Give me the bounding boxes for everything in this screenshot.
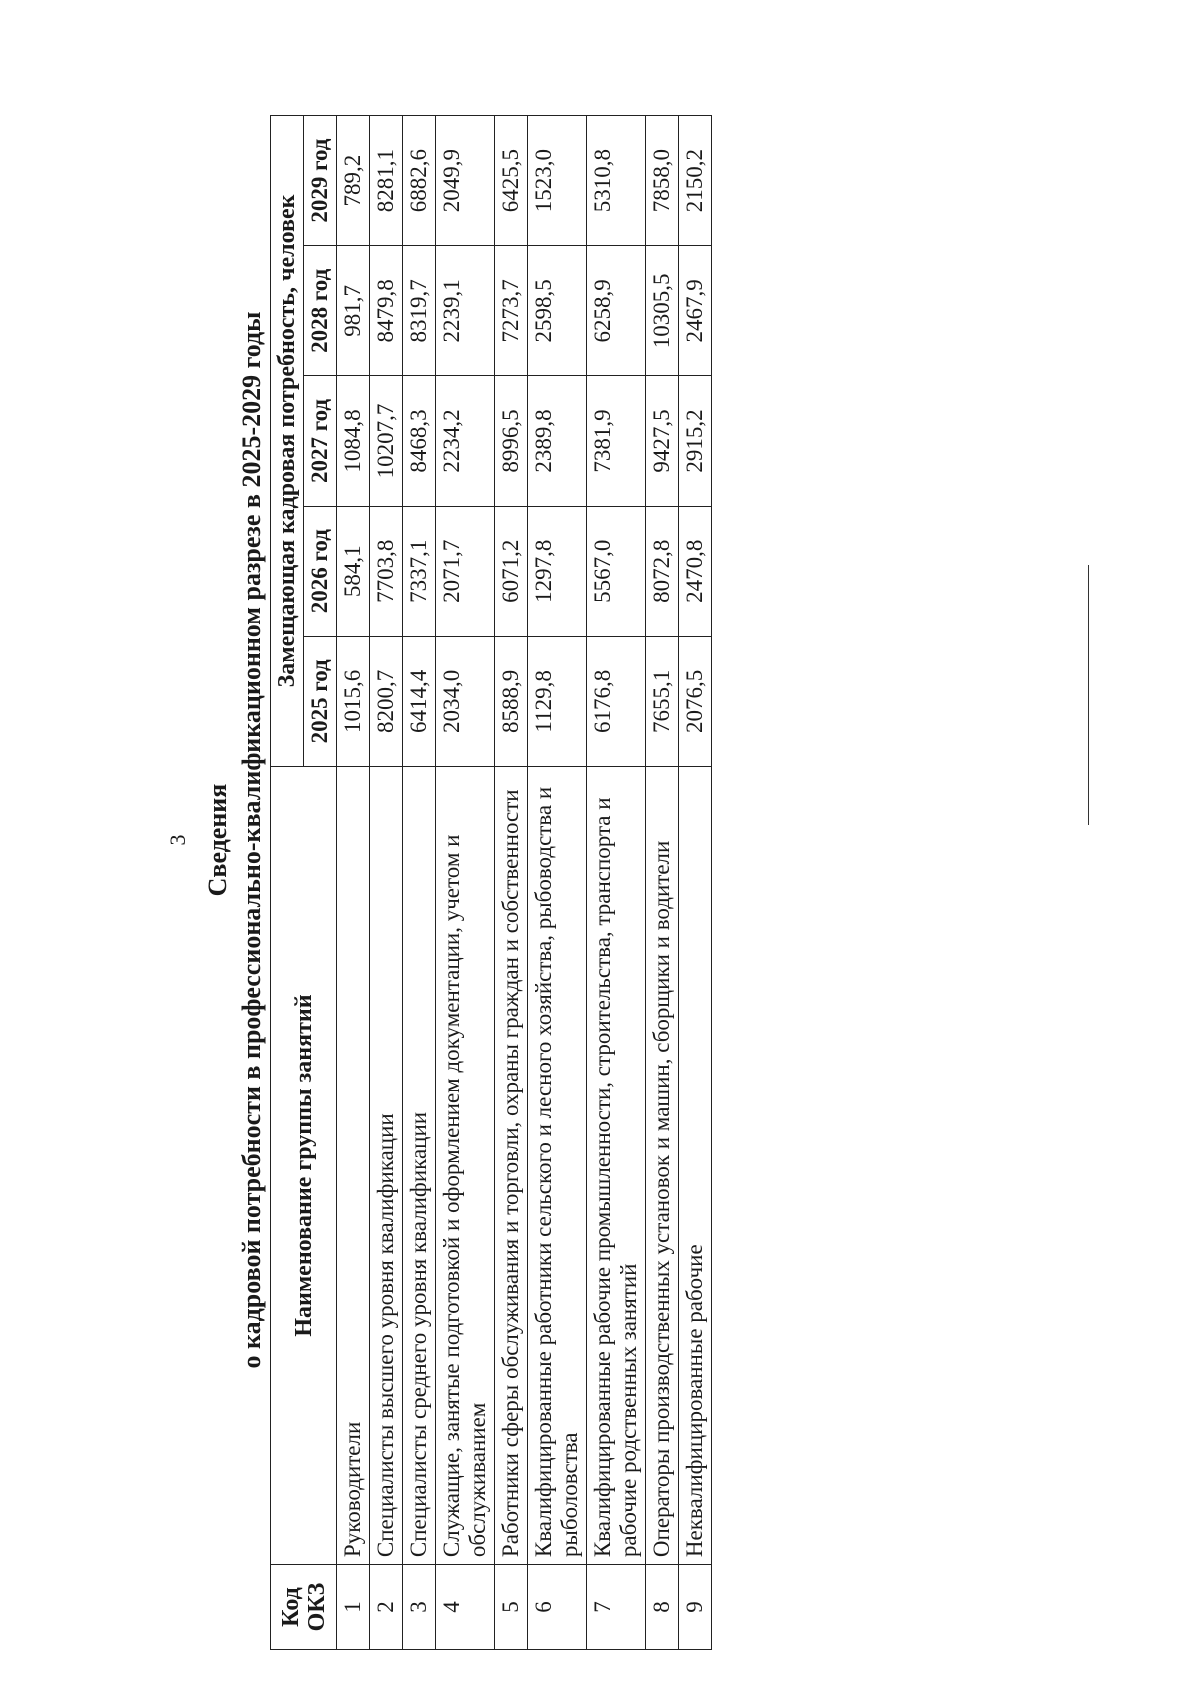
staff-demand-table bbox=[270, 115, 712, 1650]
demand-value-cell: 7381,9 bbox=[587, 376, 646, 506]
demand-value-cell: 789,2 bbox=[337, 116, 370, 246]
demand-value-cell: 1084,8 bbox=[337, 376, 370, 506]
demand-value-cell: 8319,7 bbox=[403, 246, 436, 376]
okz-code-cell: 5 bbox=[495, 1565, 528, 1650]
demand-value-cell: 2076,5 bbox=[679, 636, 712, 766]
demand-value-cell: 8200,7 bbox=[370, 636, 403, 766]
occupation-group-cell: Специалисты высшего уровня квалификации bbox=[370, 766, 403, 1564]
demand-value-cell: 6071,2 bbox=[495, 506, 528, 636]
occupation-group-cell: Специалисты среднего уровня квалификации bbox=[403, 766, 436, 1564]
okz-code-cell: 4 bbox=[436, 1565, 495, 1650]
header-name: Наименование группы занятий bbox=[271, 766, 337, 1564]
occupation-group-cell: Работники сферы обслуживания и торговли, охраны граждан и собственности bbox=[495, 766, 528, 1564]
table-row bbox=[403, 116, 436, 1650]
rotated-document-page bbox=[150, 30, 1190, 1650]
demand-value-cell: 584,1 bbox=[337, 506, 370, 636]
table-row bbox=[436, 116, 495, 1650]
table-body bbox=[337, 116, 712, 1650]
demand-value-cell: 7858,0 bbox=[646, 116, 679, 246]
table-row bbox=[679, 116, 712, 1650]
demand-value-cell: 2470,8 bbox=[679, 506, 712, 636]
occupation-group-cell: Служащие, занятые подготовкой и оформлением документации, учетом и обслуживанием bbox=[436, 766, 495, 1564]
header-demand: Замещающая кадровая потребность, человек bbox=[271, 116, 304, 767]
demand-value-cell: 8588,9 bbox=[495, 636, 528, 766]
demand-value-cell: 7655,1 bbox=[646, 636, 679, 766]
demand-value-cell: 6258,9 bbox=[587, 246, 646, 376]
table-row bbox=[587, 116, 646, 1650]
table-row bbox=[495, 116, 528, 1650]
demand-value-cell: 2239,1 bbox=[436, 246, 495, 376]
header-year-2026: 2026 год bbox=[304, 506, 337, 636]
demand-value-cell: 2467,9 bbox=[679, 246, 712, 376]
demand-value-cell: 8281,1 bbox=[370, 116, 403, 246]
demand-value-cell: 6882,6 bbox=[403, 116, 436, 246]
okz-code-cell: 9 bbox=[679, 1565, 712, 1650]
table-row bbox=[337, 116, 370, 1650]
demand-value-cell: 9427,5 bbox=[646, 376, 679, 506]
demand-value-cell: 7703,8 bbox=[370, 506, 403, 636]
demand-value-cell: 2389,8 bbox=[528, 376, 587, 506]
demand-value-cell: 8479,8 bbox=[370, 246, 403, 376]
demand-value-cell: 5310,8 bbox=[587, 116, 646, 246]
okz-code-cell: 6 bbox=[528, 1565, 587, 1650]
header-year-2029: 2029 год bbox=[304, 116, 337, 246]
occupation-group-cell: Руководители bbox=[337, 766, 370, 1564]
demand-value-cell: 2598,5 bbox=[528, 246, 587, 376]
demand-value-cell: 6176,8 bbox=[587, 636, 646, 766]
document-title bbox=[201, 30, 269, 1650]
end-rule-line bbox=[1088, 565, 1089, 825]
demand-value-cell: 981,7 bbox=[337, 246, 370, 376]
occupation-group-cell: Неквалифицированные рабочие bbox=[679, 766, 712, 1564]
demand-value-cell: 1297,8 bbox=[528, 506, 587, 636]
header-year-2028: 2028 год bbox=[304, 246, 337, 376]
table-header-row bbox=[271, 116, 304, 1650]
header-code: Код ОКЗ bbox=[271, 1565, 337, 1650]
demand-value-cell: 6425,5 bbox=[495, 116, 528, 246]
okz-code-cell: 3 bbox=[403, 1565, 436, 1650]
demand-value-cell: 7273,7 bbox=[495, 246, 528, 376]
occupation-group-cell: Квалифицированные рабочие промышленности, строительства, транспорта и рабочие родственных занятий bbox=[587, 766, 646, 1564]
demand-value-cell: 1015,6 bbox=[337, 636, 370, 766]
demand-value-cell: 2034,0 bbox=[436, 636, 495, 766]
header-year-2027: 2027 год bbox=[304, 376, 337, 506]
occupation-group-cell: Квалифицированные работники сельского и лесного хозяйства, рыбоводства и рыболовства bbox=[528, 766, 587, 1564]
header-year-2025: 2025 год bbox=[304, 636, 337, 766]
okz-code-cell: 1 bbox=[337, 1565, 370, 1650]
demand-value-cell: 1523,0 bbox=[528, 116, 587, 246]
demand-value-cell: 7337,1 bbox=[403, 506, 436, 636]
title-line-1: Сведения bbox=[203, 783, 232, 897]
table-row bbox=[646, 116, 679, 1650]
demand-value-cell: 8072,8 bbox=[646, 506, 679, 636]
okz-code-cell: 8 bbox=[646, 1565, 679, 1650]
demand-value-cell: 8468,3 bbox=[403, 376, 436, 506]
demand-value-cell: 2049,9 bbox=[436, 116, 495, 246]
demand-value-cell: 10207,7 bbox=[370, 376, 403, 506]
title-line-2: о кадровой потребности в профессионально-квалификационном разрезе в 2025-2029 годы bbox=[237, 311, 266, 1369]
demand-value-cell: 1129,8 bbox=[528, 636, 587, 766]
demand-value-cell: 5567,0 bbox=[587, 506, 646, 636]
page-number: 3 bbox=[165, 834, 190, 846]
okz-code-cell: 7 bbox=[587, 1565, 646, 1650]
demand-value-cell: 2234,2 bbox=[436, 376, 495, 506]
table-row bbox=[370, 116, 403, 1650]
demand-value-cell: 2150,2 bbox=[679, 116, 712, 246]
table-row bbox=[528, 116, 587, 1650]
demand-value-cell: 6414,4 bbox=[403, 636, 436, 766]
demand-value-cell: 2915,2 bbox=[679, 376, 712, 506]
demand-value-cell: 2071,7 bbox=[436, 506, 495, 636]
demand-value-cell: 8996,5 bbox=[495, 376, 528, 506]
demand-value-cell: 10305,5 bbox=[646, 246, 679, 376]
occupation-group-cell: Операторы производственных установок и машин, сборщики и водители bbox=[646, 766, 679, 1564]
okz-code-cell: 2 bbox=[370, 1565, 403, 1650]
